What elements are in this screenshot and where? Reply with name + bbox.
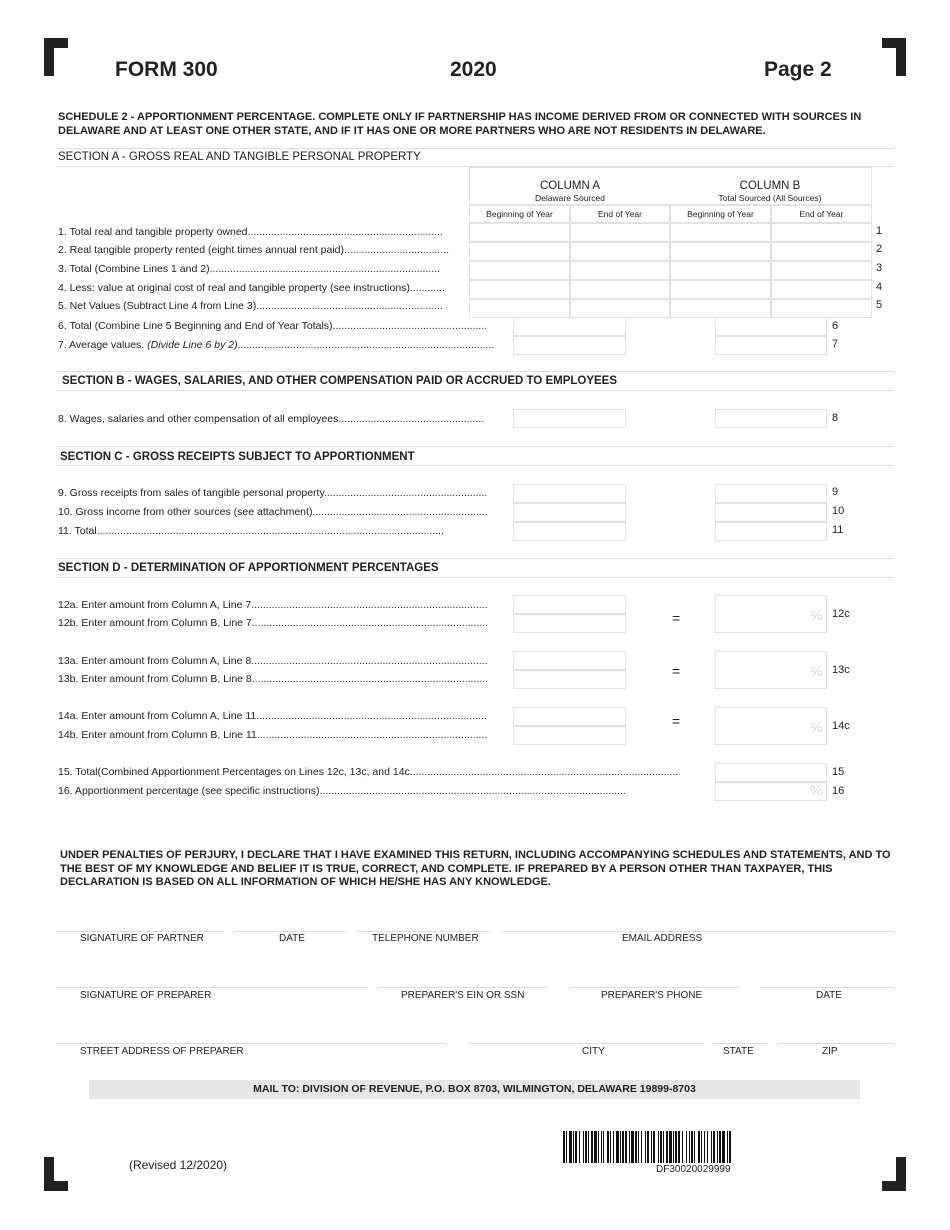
line-12-equals: = xyxy=(672,610,681,626)
sig-row3-line-c xyxy=(712,1043,768,1044)
sig-row1-line-d xyxy=(502,931,894,932)
barcode-bar xyxy=(713,1131,715,1163)
preparer-date-label: DATE xyxy=(816,990,842,1001)
column-b-header xyxy=(670,180,870,204)
line-8-col-b-input[interactable] xyxy=(715,409,827,428)
line-5-number: 5 xyxy=(876,299,883,311)
schedule-title: SCHEDULE 2 - APPORTIONMENT PERCENTAGE. COMPLETE ONLY IF PARTNERSHIP HAS INCOME DERIVED FROM OR CONNECTED WITH SOURCES IN DELAWARE AND AT LEAST ONE OTHER STATE, AND IF IT HAS ONE OR MORE PARTNERS WHO ARE NOT RESIDENTS IN DELAWARE. xyxy=(58,111,862,137)
barcode-bar xyxy=(719,1131,721,1163)
signature-of-preparer-label: SIGNATURE OF PREPARER xyxy=(80,990,212,1001)
barcode-bar xyxy=(585,1131,587,1163)
line-9-label: 9. Gross receipts from sales of tangible personal property........................................................ xyxy=(58,487,488,499)
line-6-number: 6 xyxy=(832,320,839,332)
section-d-rule-bottom xyxy=(56,577,894,578)
barcode-bar xyxy=(707,1131,708,1163)
line-10-col-a-input[interactable] xyxy=(513,503,626,522)
barcode-bar xyxy=(603,1131,604,1163)
barcode-bar xyxy=(622,1131,624,1163)
line-3-col-b-begin-input[interactable] xyxy=(670,261,771,280)
line-3-col-a-end-input[interactable] xyxy=(570,261,670,280)
line-16-percent: % xyxy=(810,782,823,798)
section-c-rule-top xyxy=(56,446,894,447)
col-b-end-label: End of Year xyxy=(799,209,844,219)
line-10-col-b-input[interactable] xyxy=(715,503,827,522)
barcode-bar xyxy=(583,1131,584,1163)
sig-row1-line-c xyxy=(356,931,490,932)
section-d-title: SECTION D - DETERMINATION OF APPORTIONMENT PERCENTAGES xyxy=(58,562,439,574)
line-6-col-b-input[interactable] xyxy=(715,317,827,336)
barcode-bar xyxy=(610,1131,611,1163)
col-b-beginning-label: Beginning of Year xyxy=(687,209,754,219)
line-16-label: 16. Apportionment percentage (see specific instructions)......................................................................................................... xyxy=(58,785,626,797)
col-a-beginning-label: Beginning of Year xyxy=(486,209,553,219)
line-7-label-post: ........................................................................................ xyxy=(237,339,495,351)
mail-to-address: MAIL TO: DIVISION OF REVENUE, P.O. BOX 8703, WILMINGTON, DELAWARE 19899-8703 xyxy=(89,1080,860,1099)
section-b-rule-top xyxy=(56,371,894,372)
line-2-col-a-end-input[interactable] xyxy=(570,242,670,261)
line-3-label: 3. Total (Combine Lines 1 and 2)............................................................................... xyxy=(58,263,441,275)
line-4-col-a-begin-input[interactable] xyxy=(469,280,570,299)
barcode-bar xyxy=(631,1131,634,1163)
barcode-bar xyxy=(635,1131,637,1163)
barcode-bar xyxy=(678,1131,680,1163)
line-10-number: 10 xyxy=(832,505,845,517)
line-2-number: 2 xyxy=(876,243,883,255)
form-title: FORM 300 xyxy=(115,58,218,81)
barcode-bar xyxy=(682,1131,683,1163)
line-12b-label: 12b. Enter amount from Column B, Line 7................................................................................. xyxy=(58,617,489,629)
barcode-text: DF30020029999 xyxy=(656,1164,731,1175)
barcode-bar xyxy=(701,1131,702,1163)
page-number: Page 2 xyxy=(764,58,832,81)
line-1-number: 1 xyxy=(876,225,883,237)
city-label: CITY xyxy=(582,1046,605,1057)
sig-row3-line-d xyxy=(778,1043,894,1044)
line-12a-label: 12a. Enter amount from Column A, Line 7................................................................................. xyxy=(58,599,488,611)
barcode-bar xyxy=(563,1131,565,1163)
barcode-bar xyxy=(711,1131,712,1163)
line-14b-label: 14b. Enter amount from Column B, Line 11............................................................................... xyxy=(58,729,488,741)
line-4-number: 4 xyxy=(876,281,883,293)
line-14c-number: 14c xyxy=(832,720,850,732)
line-14c-percent: % xyxy=(810,719,823,735)
line-1-label: 1. Total real and tangible property owned................................................................... xyxy=(58,226,443,238)
line-7-label-italic: (Divide Line 6 by 2) xyxy=(147,339,238,351)
line-13b-input[interactable] xyxy=(513,670,626,689)
column-a-title: COLUMN A xyxy=(539,180,601,192)
barcode-bar xyxy=(729,1131,731,1163)
barcode-bar xyxy=(647,1131,649,1163)
barcode-bar xyxy=(651,1131,652,1163)
line-16-number: 16 xyxy=(832,785,845,797)
line-3-number: 3 xyxy=(876,262,883,274)
line-9-col-a-input[interactable] xyxy=(513,484,626,503)
signature-of-partner-label: SIGNATURE OF PARTNER xyxy=(80,933,204,944)
line-4-col-b-begin-input[interactable] xyxy=(670,280,771,299)
line-13c-number: 13c xyxy=(832,664,850,676)
line-1-col-a-end-input[interactable] xyxy=(570,223,670,242)
line-1-col-b-begin-input[interactable] xyxy=(670,223,771,242)
line-8-number: 8 xyxy=(832,412,839,424)
barcode-bar xyxy=(691,1131,693,1163)
line-5-col-a-begin-input[interactable] xyxy=(469,299,570,318)
line-7-label xyxy=(58,338,494,352)
preparer-ein-label: PREPARER'S EIN OR SSN xyxy=(401,990,525,1001)
corner-mark-top-left-stem xyxy=(44,38,54,76)
column-a-subtitle: Delaware Sourced xyxy=(535,193,605,203)
barcode xyxy=(563,1131,831,1163)
barcode-bar xyxy=(675,1131,677,1163)
revised-date: (Revised 12/2020) xyxy=(129,1158,228,1172)
sig-row1-line-a xyxy=(56,931,224,932)
barcode-bar xyxy=(663,1131,664,1163)
barcode-bar xyxy=(616,1131,619,1163)
line-7-col-a-input[interactable] xyxy=(513,336,626,355)
line-13b-label: 13b. Enter amount from Column B, Line 8................................................................................. xyxy=(58,673,489,685)
line-11-number: 11 xyxy=(832,524,844,536)
barcode-bar xyxy=(575,1131,577,1163)
line-12c-percent: % xyxy=(810,607,823,623)
line-8-col-a-input[interactable] xyxy=(513,409,626,428)
sig-row2-line-a xyxy=(56,987,368,988)
section-b-title: SECTION B - WAGES, SALARIES, AND OTHER COMPENSATION PAID OR ACCRUED TO EMPLOYEES xyxy=(62,375,618,387)
line-5-col-a-end-input[interactable] xyxy=(570,299,670,318)
line-12c-number: 12c xyxy=(832,608,850,620)
barcode-bar xyxy=(727,1131,728,1163)
line-13-equals: = xyxy=(672,663,681,679)
line-2-label: 2. Real tangible property rented (eight times annual rent paid).................................... xyxy=(58,244,450,256)
line-14b-input[interactable] xyxy=(513,726,626,745)
section-d-rule-top xyxy=(56,558,894,559)
line-7-label-pre: 7. Average values. xyxy=(58,339,148,351)
barcode-bar xyxy=(653,1131,655,1163)
barcode-bar xyxy=(717,1131,718,1163)
barcode-bar xyxy=(601,1131,602,1163)
barcode-bar xyxy=(641,1131,642,1163)
barcode-bar xyxy=(594,1131,597,1163)
line-4-col-a-end-input[interactable] xyxy=(570,280,670,299)
barcode-bar xyxy=(660,1131,662,1163)
line-1-col-a-begin-input[interactable] xyxy=(469,223,570,242)
street-address-label: STREET ADDRESS OF PREPARER xyxy=(80,1046,244,1057)
barcode-bar xyxy=(566,1131,567,1163)
barcode-bar xyxy=(673,1131,674,1163)
line-9-col-b-input[interactable] xyxy=(715,484,827,503)
barcode-bar xyxy=(573,1131,574,1163)
preparer-phone-label: PREPARER'S PHONE xyxy=(601,990,703,1001)
line-11-col-b-input[interactable] xyxy=(715,522,827,541)
sig-row2-line-d xyxy=(760,987,894,988)
line-7-number: 7 xyxy=(832,338,839,350)
line-12a-input[interactable] xyxy=(513,595,626,614)
barcode-bar xyxy=(613,1131,614,1163)
email-address-label: EMAIL ADDRESS xyxy=(622,933,703,944)
barcode-bar xyxy=(638,1131,639,1163)
line-1-col-b-end-input[interactable] xyxy=(771,223,872,242)
state-label: STATE xyxy=(723,1046,754,1057)
line-11-col-a-input[interactable] xyxy=(513,522,626,541)
form-year: 2020 xyxy=(450,58,497,81)
zip-label: ZIP xyxy=(822,1046,838,1057)
line-4-col-b-end-input[interactable] xyxy=(771,280,872,299)
barcode-bar xyxy=(694,1131,695,1163)
sig-row1-line-b xyxy=(234,931,346,932)
sig-row3-line-a xyxy=(56,1043,446,1044)
line-9-number: 9 xyxy=(832,486,839,498)
line-5-col-b-begin-input[interactable] xyxy=(670,299,771,318)
barcode-bar xyxy=(629,1131,630,1163)
line-2-col-a-begin-input[interactable] xyxy=(469,242,570,261)
col-a-end-label: End of Year xyxy=(598,209,642,219)
line-4-label: 4. Less: value at original cost of real and tangible property (see instructions)............ xyxy=(58,282,445,294)
barcode-bar xyxy=(625,1131,627,1163)
barcode-bar xyxy=(669,1131,672,1163)
telephone-number-label: TELEPHONE NUMBER xyxy=(372,933,479,944)
barcode-bar xyxy=(579,1131,580,1163)
line-7-col-b-input[interactable] xyxy=(715,336,827,355)
line-5-label: 5. Net Values (Subtract Line 4 from Line 3)................................................................ xyxy=(58,300,443,312)
line-10-label: 10. Gross income from other sources (see attachment)............................................................ xyxy=(58,506,488,518)
sig-row2-line-c xyxy=(570,987,740,988)
barcode-bar xyxy=(686,1131,687,1163)
section-c-title: SECTION C - GROSS RECEIPTS SUBJECT TO APPORTIONMENT xyxy=(60,451,415,463)
line-14-equals: = xyxy=(672,713,681,729)
sig-row2-line-b xyxy=(378,987,548,988)
line-13c-percent: % xyxy=(810,663,823,679)
section-b-rule-bottom xyxy=(56,390,894,391)
line-2-col-b-end-input[interactable] xyxy=(771,242,872,261)
barcode-bar xyxy=(698,1131,700,1163)
barcode-bar xyxy=(588,1131,589,1163)
line-8-label: 8. Wages, salaries and other compensation of all employees.................................................. xyxy=(58,413,485,425)
barcode-bar xyxy=(620,1131,621,1163)
line-15-number: 15 xyxy=(832,766,845,778)
column-b-subtitle: Total Sourced (All Sources) xyxy=(718,193,822,203)
line-6-col-a-input[interactable] xyxy=(513,317,626,336)
perjury-declaration: UNDER PENALTIES OF PERJURY, I DECLARE THAT I HAVE EXAMINED THIS RETURN, INCLUDING ACCOMPANYING SCHEDULES AND STATEMENTS, AND TO THE BEST OF MY KNOWLEDGE AND BELIEF IT IS TRUE, CORRECT, AND COMPLETE. IF PREPARED BY A PERSON OTHER THAN TAXPAYER, THIS DECLARATION IS BASED ON ALL INFORMATION OF WHICH HE/SHE HAS ANY KNOWLEDGE. xyxy=(60,849,891,888)
date-label: DATE xyxy=(279,933,305,944)
line-3-col-b-end-input[interactable] xyxy=(771,261,872,280)
line-11-label: 11. Total....................................................................................................................... xyxy=(58,525,444,537)
column-a-header xyxy=(470,180,670,204)
line-2-col-b-begin-input[interactable] xyxy=(670,242,771,261)
section-c-rule-bottom xyxy=(56,465,894,466)
line-5-col-b-end-input[interactable] xyxy=(771,299,872,318)
line-15-label: 15. Total(Combined Apportionment Percentages on Lines 12c, 13c, and 14c............................................................................................ xyxy=(58,766,679,778)
barcode-bar xyxy=(569,1131,572,1163)
section-a-title: SECTION A - GROSS REAL AND TANGIBLE PERSONAL PROPERTY xyxy=(58,151,421,163)
barcode-bar xyxy=(689,1131,690,1163)
line-14a-label: 14a. Enter amount from Column A, Line 11............................................................................... xyxy=(58,710,487,722)
barcode-bar xyxy=(666,1131,668,1163)
barcode-bar xyxy=(704,1131,705,1163)
barcode-bar xyxy=(658,1131,659,1163)
line-14a-input[interactable] xyxy=(513,707,626,726)
barcode-bar xyxy=(722,1131,725,1163)
line-13a-label: 13a. Enter amount from Column A, Line 8................................................................................. xyxy=(58,655,488,667)
line-15-input[interactable] xyxy=(715,763,827,782)
corner-mark-bottom-left-stem xyxy=(44,1157,54,1191)
barcode-bar xyxy=(607,1131,609,1163)
sig-row3-line-b xyxy=(468,1043,704,1044)
line-12b-input[interactable] xyxy=(513,614,626,633)
barcode-bar xyxy=(591,1131,593,1163)
barcode-bar xyxy=(645,1131,646,1163)
line-6-label: 6. Total (Combine Line 5 Beginning and End of Year Totals)..................................................... xyxy=(58,320,488,332)
line-13a-input[interactable] xyxy=(513,651,626,670)
column-b-title: COLUMN B xyxy=(739,180,801,192)
corner-mark-top-right-stem xyxy=(896,38,906,76)
line-3-col-a-begin-input[interactable] xyxy=(469,261,570,280)
corner-mark-bottom-right-stem xyxy=(896,1157,906,1191)
section-a-rule-top xyxy=(56,148,894,149)
barcode-bar xyxy=(598,1131,599,1163)
